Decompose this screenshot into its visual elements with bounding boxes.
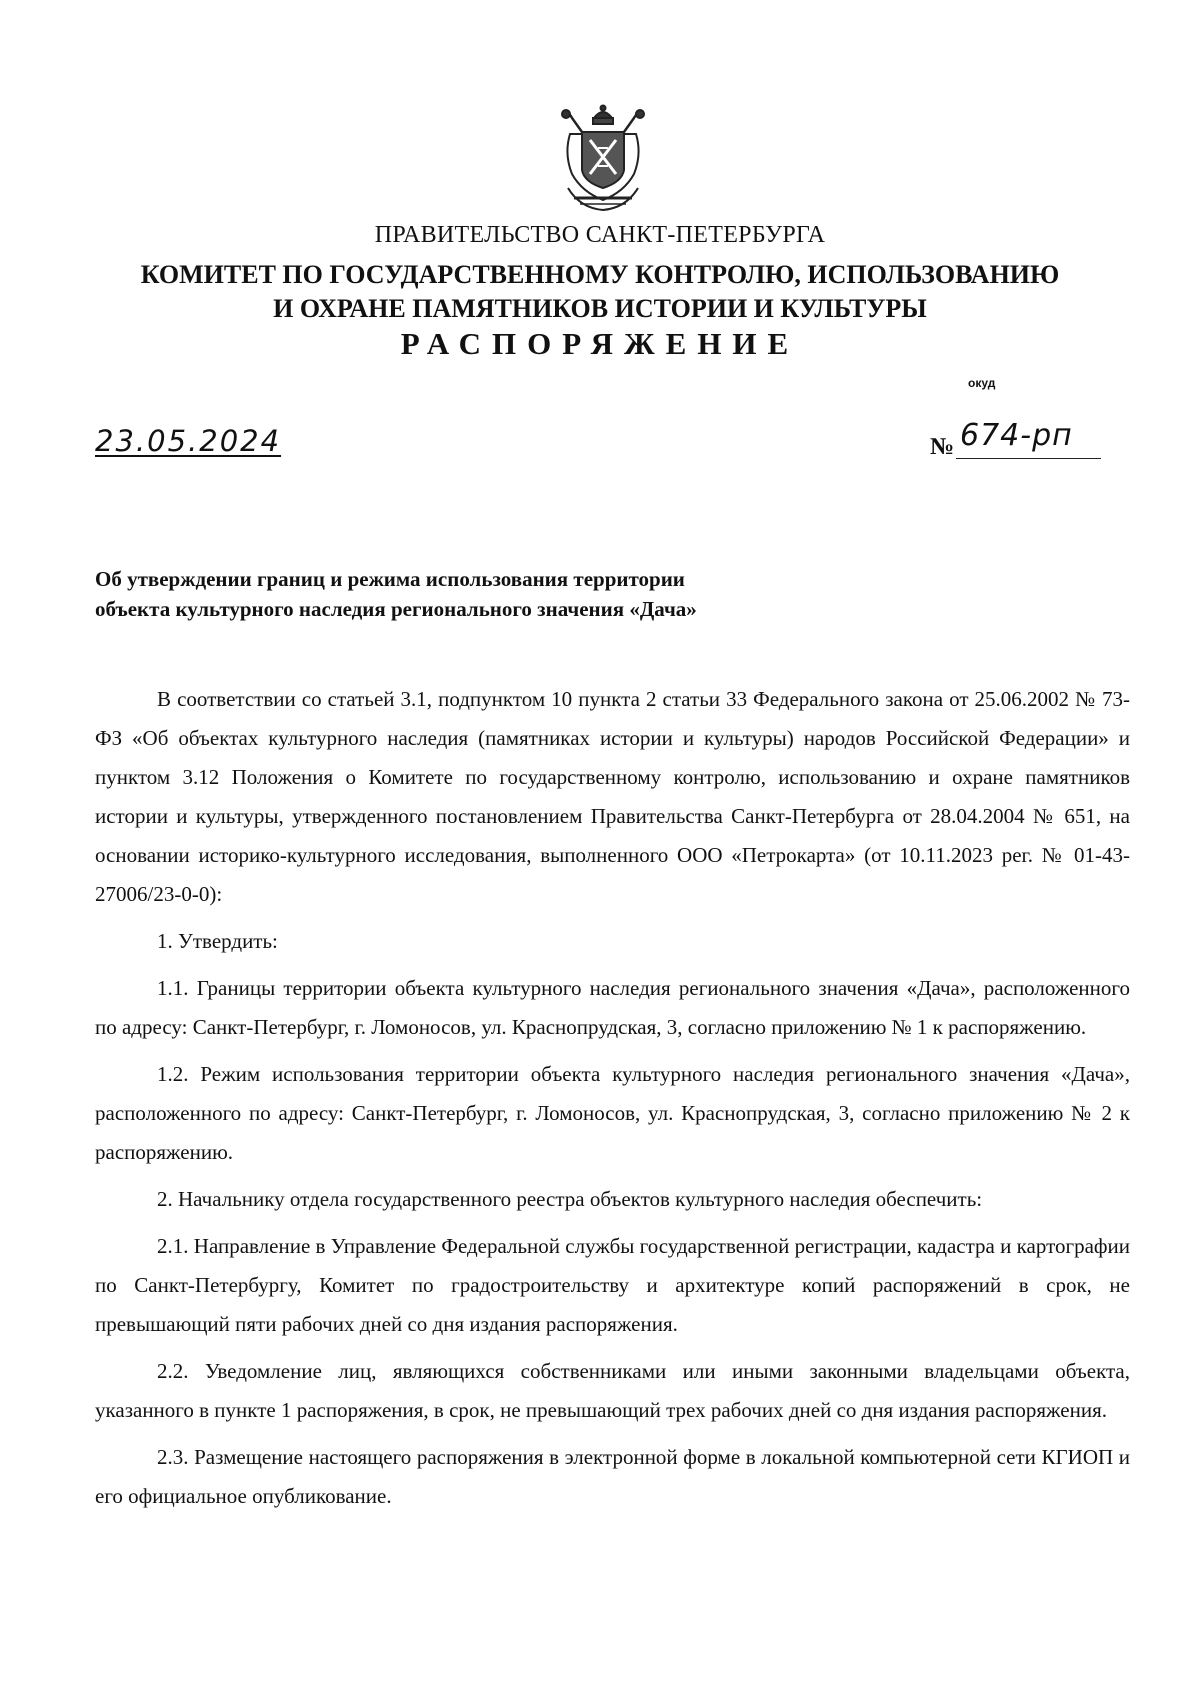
- committee-line-2: И ОХРАНЕ ПАМЯТНИКОВ ИСТОРИИ И КУЛЬТУРЫ: [273, 294, 927, 323]
- paragraph-1-1: 1.1. Границы территории объекта культурного наследия регионального значения «Дача», расположенного по адресу: Санкт-Петербург, г. Ломоносов, ул. Краснопрудская, 3, согласно приложению № 1 к распоряжению.: [95, 976, 1130, 1039]
- document-number: 674-рп: [960, 418, 1073, 453]
- number-underline: [956, 458, 1101, 459]
- committee-line-1: КОМИТЕТ ПО ГОСУДАРСТВЕННОМУ КОНТРОЛЮ, ИСПОЛЬЗОВАНИЮ: [140, 260, 1060, 289]
- government-name: ПРАВИТЕЛЬСТВО САНКТ-ПЕТЕРБУРГА: [374, 222, 826, 248]
- subject-line-1: Об утверждении границ и режима использования территории: [95, 567, 685, 591]
- paragraph-2-2: 2.2. Уведомление лиц, являющихся собственниками или иными законными владельцами объекта, указанного в пункте 1 распоряжения, в срок, не превышающий трех рабочих дней со дня издания распоряжения.: [95, 1359, 1130, 1422]
- saint-petersburg-coat-of-arms-icon: [560, 104, 646, 214]
- document-type: РАСПОРЯЖЕНИЕ: [400, 326, 800, 361]
- subject-line-2: объекта культурного наследия регионального значения «Дача»: [95, 597, 697, 621]
- paragraph-2-3: 2.3. Размещение настоящего распоряжения в электронной форме в локальной компьютерной сети КГИОП и его официальное опубликование.: [95, 1445, 1130, 1508]
- document-date: 23.05.2024: [95, 424, 282, 458]
- document-body: [95, 680, 1130, 1516]
- committee-name: [0, 258, 1200, 326]
- document-subject: [95, 564, 697, 624]
- paragraph-1-2: 1.2. Режим использования территории объекта культурного наследия регионального значения «Дача», расположенного по адресу: Санкт-Петербург, г. Ломоносов, ул. Краснопрудская, 3, согласно приложению № 2 к распоряжению.: [95, 1062, 1130, 1164]
- number-sign: №: [930, 434, 955, 460]
- paragraph-2-1: 2.1. Направление в Управление Федеральной службы государственной регистрации, кадастра и картографии по Санкт-Петербургу, Комитет по градостроительству и архитектуре копий распоряжений в срок, не превышающий пяти рабочих дней со дня издания распоряжения.: [95, 1234, 1130, 1336]
- paragraph-preamble: В соответствии со статьей 3.1, подпунктом 10 пункта 2 статьи 33 Федерального закона от 25.06.2002 № 73-ФЗ «Об объектах культурного наследия (памятниках истории и культуры) народов Российской Федерации» и пунктом 3.12 Положения о Комитете по государственному контролю, использованию и охране памятников истории и культуры, утвержденного постановлением Правительства Санкт-Петербурга от 28.04.2004 № 651, на основании историко-культурного исследования, выполненного ООО «Петрокарта» (от 10.11.2023 рег. № 01-43-27006/23-0-0):: [95, 687, 1130, 906]
- paragraph-1: 1. Утвердить:: [157, 929, 278, 953]
- paragraph-2: 2. Начальнику отдела государственного реестра объектов культурного наследия обеспечить:: [157, 1187, 983, 1211]
- okud-label: окуд: [968, 376, 996, 390]
